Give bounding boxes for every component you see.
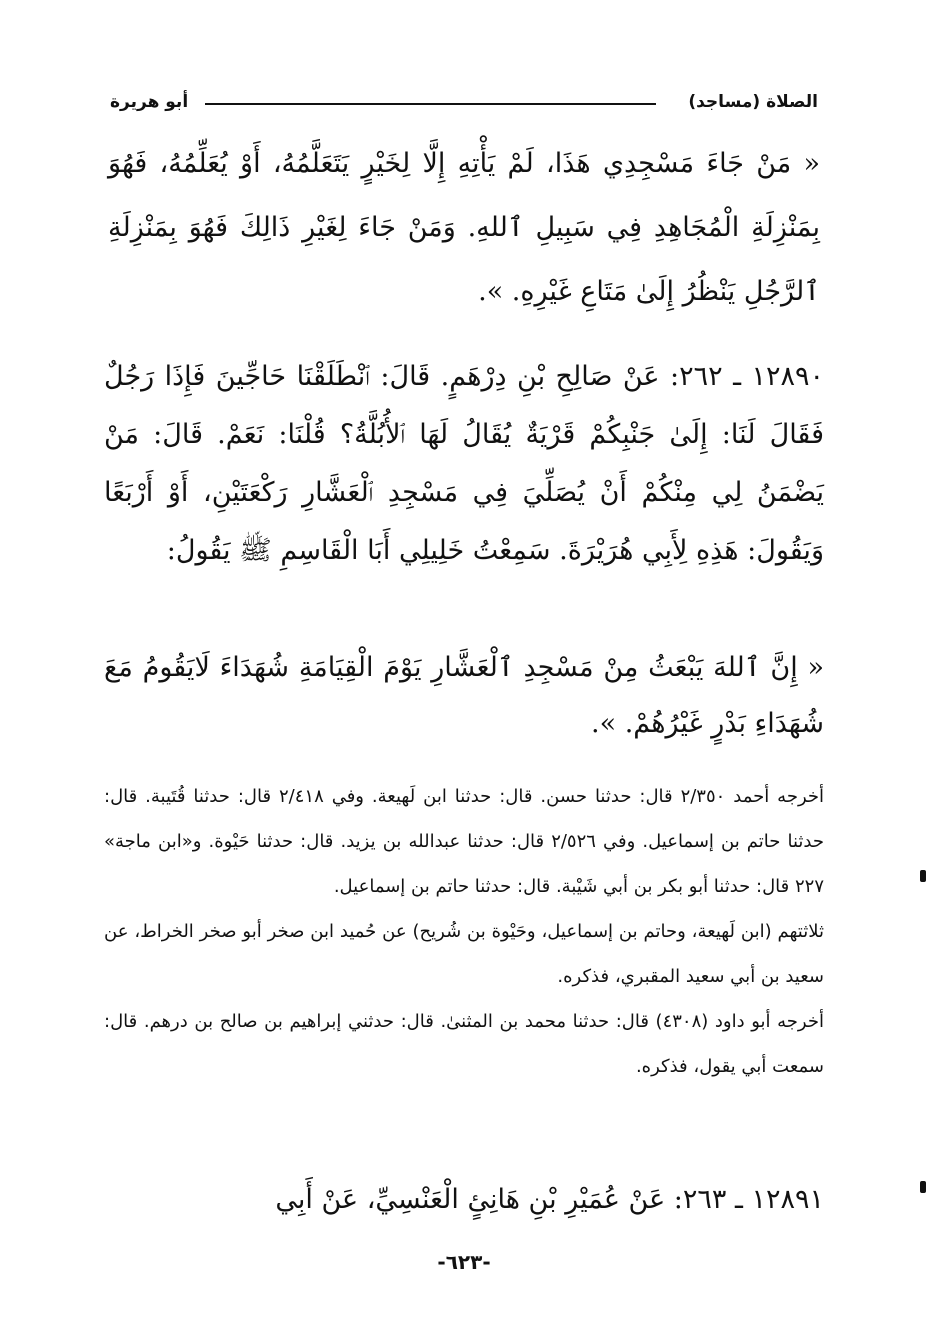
hadith-12890-text: ١٢٨٩٠ ـ ٢٦٢: عَنْ صَالِحِ بْنِ دِرْهَمٍ. قَالَ: ٱنْطَلَقْنَا حَاجِّينَ فَإِذَا رَجُلٌ فَقَالَ لَنَا: إِلَىٰ جَنْبِكُمْ قَرْيَةٌ يُقَالُ لَهَا ٱلأُبُلَّةُ؟ قُلْنَا: نَعَمْ. قَالَ: مَنْ يَضْمَنُ لِي مِنْكُمْ أَنْ يُصَلِّيَ فِي مَسْجِدِ ٱلْعَشَّارِ رَكْعَتَيْنِ، أَوْ أَرْبَعًا وَيَقُولَ: هَذِهِ لِأَبِي هُرَيْرَةَ. سَمِعْتُ خَلِيلِي أَبَا الْقَاسِمِ ﷺ يَقُولُ:: [104, 361, 824, 566]
hadith-quote-text: « مَنْ جَاءَ مَسْجِدِي هَذَا، لَمْ يَأْتِهِ إِلَّا لِخَيْرٍ يَتَعَلَّمُهُ، أَوْ يُعَلِّمُهُ، فَهُوَ بِمَنْزِلَةِ الْمُجَاهِدِ فِي سَبِيلِ ٱللهِ. وَمَنْ جَاءَ لِغَيْرِ ذَالِكَ فَهُوَ بِمَنْزِلَةِ ٱلرَّجُلِ يَنْظُرُ إِلَىٰ مَتَاعِ غَيْرِهِ. ».: [108, 148, 820, 307]
hadith-12890-quote: « إِنَّ ٱللهَ يَبْعَثُ مِنْ مَسْجِدِ ٱلْعَشَّارِ يَوْمَ الْقِيَامَةِ شُهَدَاءَ لَايَقُومُ مَعَ شُهَدَاءِ بَدْرٍ غَيْرُهُمْ. ».: [104, 652, 824, 739]
running-header: [110, 86, 818, 120]
chapter-title: الصلاة (مساجد): [688, 92, 818, 112]
margin-mark: [920, 870, 926, 882]
note-paragraph: ثلاثتهم (ابن لَهيعة، وحاتم بن إسماعيل، وحَيْوة بن شُريح) عن حُميد ابن صخر أبو صخر الخراط، عن سعيد بن أبي سعيد المقبري، فذكره.: [104, 921, 824, 987]
page-number: -٦٢٣-: [437, 1250, 491, 1274]
note-paragraph: أخرجه أحمد ٢/٣٥٠ قال: حدثنا حسن. قال: حدثنا ابن لَهيعة. وفي ٢/٤١٨ قال: حدثنا قُتَيبة. قال: حدثنا حاتم بن إسماعيل. وفي ٢/٥٢٦ قال: حدثنا عبدالله بن يزيد. قال: حدثنا حَيْوة. و«ابن ماجة» ٢٢٧ قال: حدثنا أبو بكر بن أبي شَيْبة. قال: حدثنا حاتم بن إسماعيل.: [104, 786, 825, 897]
hadith-12891-text: ١٢٨٩١ ـ ٢٦٣: عَنْ عُمَيْرِ بْنِ هَانِئٍ الْعَنْسِيِّ، عَنْ أَبِي: [275, 1184, 824, 1215]
header-rule: [205, 103, 656, 105]
note-paragraph: أخرجه أبو داود (٤٣٠٨) قال: حدثنا محمد بن المثنىٰ. قال: حدثني إبراهيم بن صالح بن درهم. قال: سمعت أبي يقول، فذكره.: [104, 1011, 824, 1077]
narrator-title: أبو هريرة: [110, 92, 189, 112]
margin-mark: [920, 1181, 926, 1193]
takhrij-notes: [104, 774, 824, 1089]
